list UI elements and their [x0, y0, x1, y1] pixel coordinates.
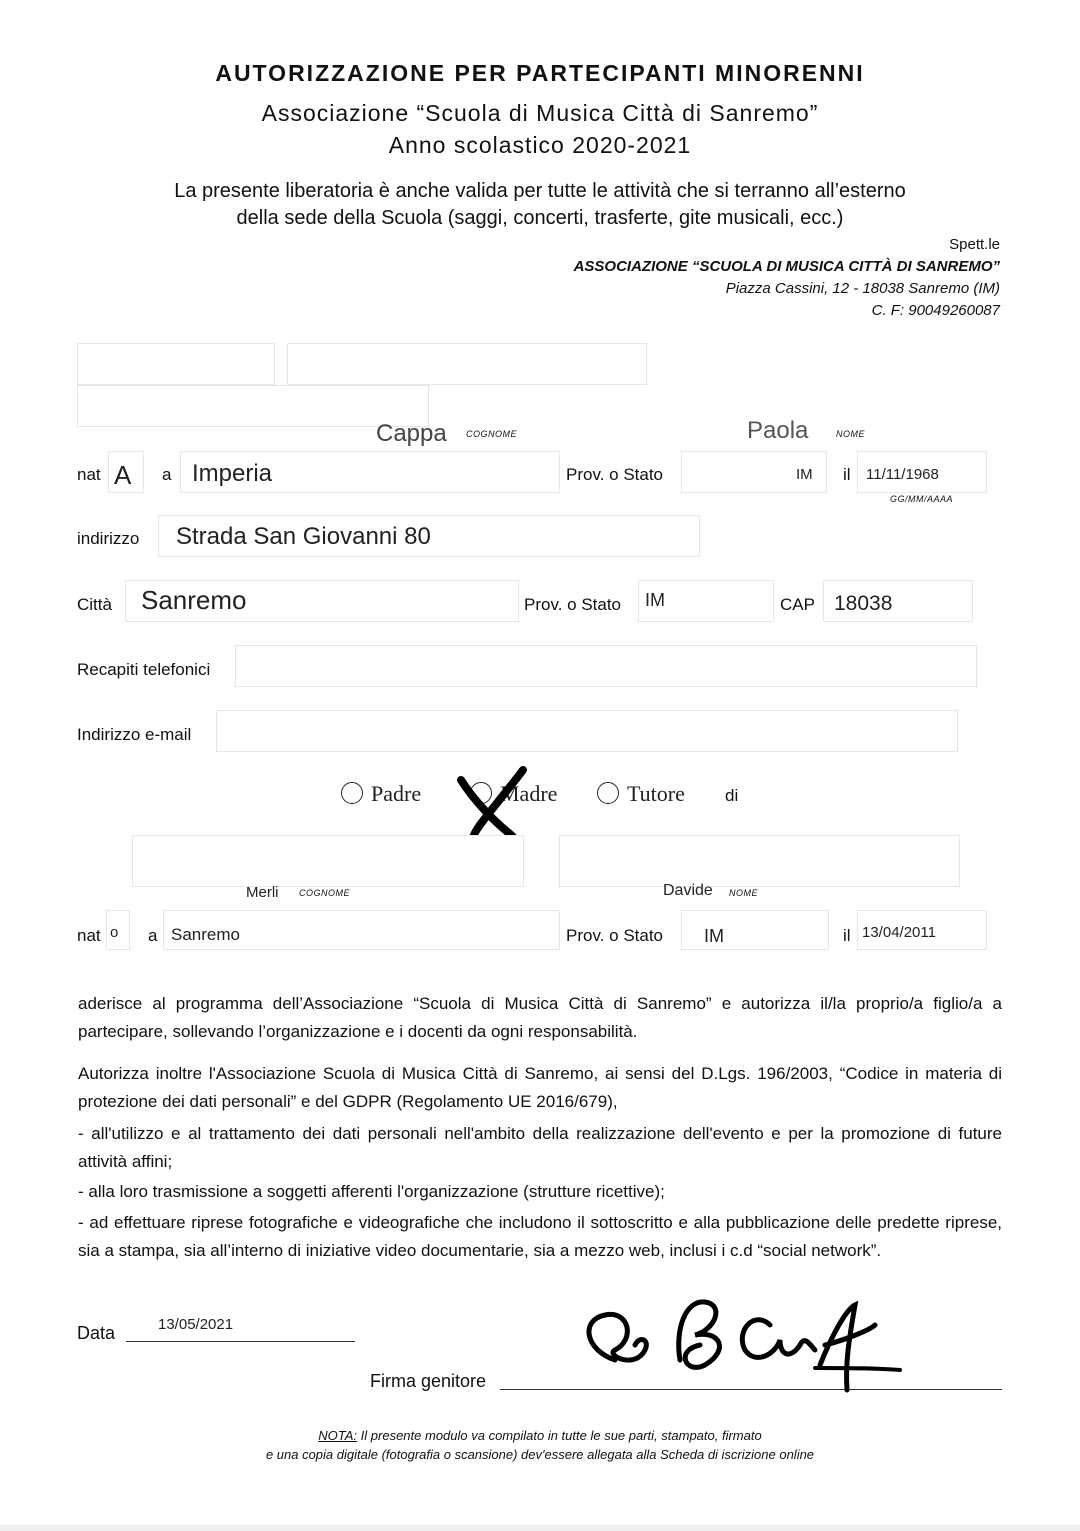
child-prov-value: IM [704, 926, 724, 946]
parent-name-value: Paola [747, 417, 809, 444]
parent-born-label: nat [77, 465, 101, 484]
body-paragraph-2: Autorizza inoltre l'Associazione Scuola di Musica Città di Sanremo, ai sensi del D.Lgs. 196/2003, “Codice in materia di protezione dei dati personali” e del GDPR (Regolamento UE 2016/679), [78, 1064, 1002, 1111]
parent-prov-value: IM [796, 466, 813, 483]
body-paragraph-4: - alla loro trasmissione a soggetti afferenti l'organizzazione (strutture ricettive); [78, 1182, 665, 1201]
body-paragraph-1: aderisce al programma dell’Associazione “Scuola di Musica Città di Sanremo” e autorizza il/la proprio/a figlio/a a partecipare, sollevando l’organizzazione e i docenti da ogni responsabilità. [78, 994, 1002, 1041]
parent-cap-label: CAP [780, 595, 815, 614]
child-date-value: 13/04/2011 [862, 924, 936, 941]
signature-icon [575, 1290, 905, 1400]
radio-tutore[interactable] [597, 781, 685, 807]
parent-place-value: Imperia [192, 460, 273, 487]
relation-suffix: di [725, 786, 739, 805]
body-paragraph-3: - all'utilizzo e al trattamento dei dati personali nell'ambito della realizzazione dell'evento e per la promozione di future attività affini; [78, 1124, 1002, 1171]
parent-city-label: Città [77, 595, 112, 614]
child-place-label: a [148, 926, 158, 945]
child-born-suffix: o [110, 924, 119, 941]
parent-cap-value: 18038 [834, 592, 893, 615]
nota-text-1: Il presente modulo va compilato in tutte le sue parti, stampato, firmato [360, 1428, 762, 1443]
parent-surname-label: COGNOME [466, 429, 518, 439]
recipient-salutation: Spett.le [949, 236, 1000, 253]
phone-label: Recapiti telefonici [77, 660, 211, 679]
child-surname-value: Merli [246, 884, 279, 901]
parent-field-box-1[interactable] [77, 343, 275, 385]
parent-city-prov-value: IM [645, 590, 665, 610]
parent-surname-value: Cappa [376, 420, 447, 447]
intro-line-2: della sede della Scuola (saggi, concerti, trasferte, gite musicali, ecc.) [236, 207, 844, 229]
child-name-field[interactable] [559, 835, 960, 887]
parent-born-suffix: A [114, 460, 132, 490]
date-label: Data [77, 1323, 116, 1343]
school-year: Anno scolastico 2020-2021 [388, 132, 692, 158]
radio-madre-label: Madre [500, 781, 558, 806]
parent-city-value: Sanremo [141, 585, 247, 615]
parent-prov-label: Prov. o Stato [566, 465, 664, 484]
child-date-label: il [843, 926, 851, 945]
radio-padre[interactable] [341, 781, 421, 807]
parent-place-label: a [162, 465, 172, 484]
parent-address-value: Strada San Giovanni 80 [176, 523, 431, 550]
radio-padre-label: Padre [371, 781, 422, 806]
radio-circle-icon [597, 782, 619, 804]
radio-circle-icon [341, 782, 363, 804]
form-subtitle: Associazione “Scuola di Musica Città di Sanremo” [261, 100, 819, 126]
signature-label: Firma genitore [370, 1371, 487, 1391]
email-field[interactable] [216, 710, 958, 752]
page-bottom-edge [0, 1525, 1080, 1531]
nota-line-2: e una copia digitale (fotografia o scansione) dev'essere allegata alla Scheda di iscrizione online [265, 1447, 815, 1462]
recipient-cf: C. F: 90049260087 [871, 302, 1000, 319]
parent-date-value: 11/11/1968 [866, 466, 939, 483]
phone-field[interactable] [235, 645, 977, 687]
body-paragraph-5: - ad effettuare riprese fotografiche e videografiche che includono il sottoscritto e alla pubblicazione delle predette riprese, sia a stampa, sia all’interno di iniziative video documentarie, sia a mezzo web, inclusi i c.d “social network”. [78, 1213, 1002, 1260]
date-value[interactable]: 13/05/2021 [158, 1316, 234, 1333]
child-born-label: nat [77, 926, 101, 945]
parent-field-box-2[interactable] [287, 343, 647, 385]
nota-line-1 [0, 1426, 1080, 1446]
parent-date-format: GG/MM/AAAA [890, 494, 954, 504]
child-name-value: Davide [663, 882, 713, 899]
parent-city-prov-label: Prov. o Stato [524, 595, 622, 614]
recipient-address: Piazza Cassini, 12 - 18038 Sanremo (IM) [725, 280, 1000, 297]
child-prov-label: Prov. o Stato [566, 926, 664, 945]
parent-name-label: NOME [836, 429, 865, 439]
nota-label: NOTA: [318, 1428, 358, 1443]
child-place-value: Sanremo [171, 925, 240, 944]
child-name-label: NOME [729, 888, 758, 898]
radio-tutore-label: Tutore [627, 781, 685, 806]
date-line [126, 1340, 355, 1342]
parent-address-label: indirizzo [77, 529, 140, 548]
parent-date-label: il [843, 465, 851, 484]
child-surname-label: COGNOME [299, 888, 351, 898]
email-label: Indirizzo e-mail [77, 725, 192, 744]
child-surname-field[interactable] [132, 835, 524, 887]
recipient-name: ASSOCIAZIONE “SCUOLA DI MUSICA CITTÀ DI SANREMO” [573, 258, 1000, 275]
intro-line-1: La presente liberatoria è anche valida per tutte le attività che si terranno all’esterno [174, 180, 906, 202]
form-title: AUTORIZZAZIONE PER PARTECIPANTI MINORENNI [215, 60, 865, 86]
